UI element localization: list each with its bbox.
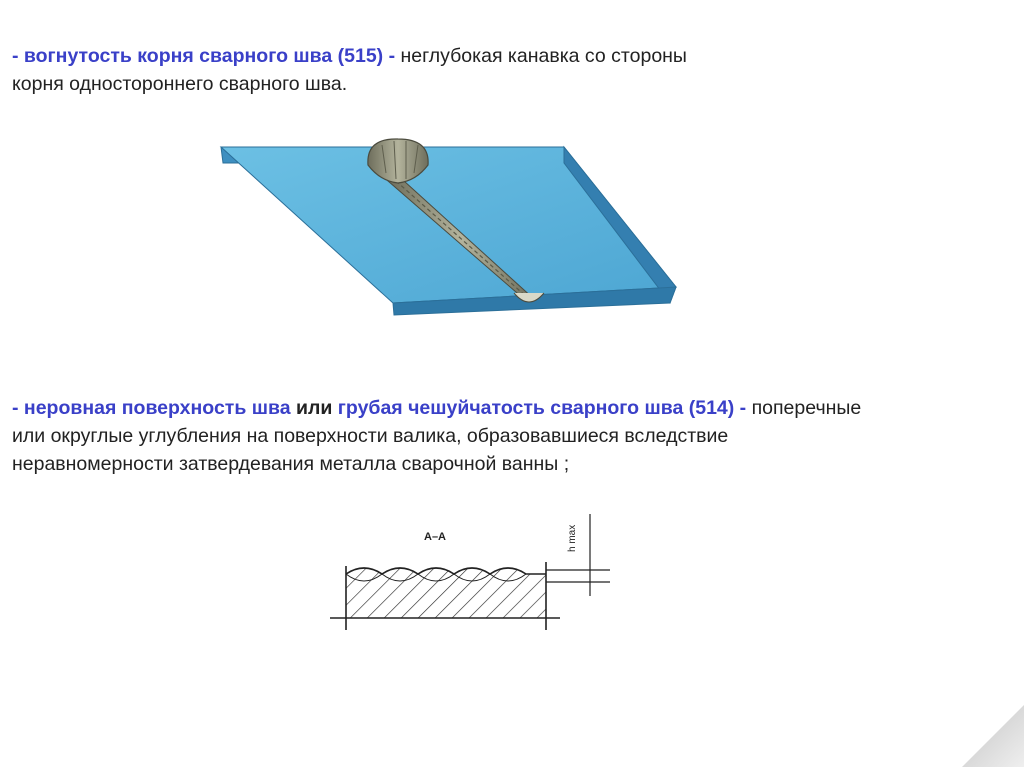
definition-uneven-surface-line3: неравномерности затвердевания металла сварочной ванны ; (12, 453, 570, 475)
definition-uneven-surface-line1: поперечные (746, 397, 862, 419)
definition-root-concavity-line1: неглубокая канавка со стороны (395, 45, 687, 67)
section-label: А–А (424, 531, 447, 543)
term-connector: или (290, 397, 338, 419)
weld-section-drawing (320, 512, 616, 634)
paragraph-root-concavity (12, 42, 1002, 98)
definition-root-concavity-line2: корня одностороннего сварного шва. (12, 73, 348, 95)
term-root-concavity: - вогнутость корня сварного шва (515) - (12, 45, 396, 67)
dimension-label: h max (567, 524, 578, 552)
term-uneven-surface: - неровная поверхность шва (12, 397, 291, 419)
paragraph-uneven-surface (12, 394, 1002, 478)
weld-root-concavity-illustration (218, 133, 678, 329)
term-coarse-ripples: грубая чешуйчатость сварного шва (514) - (337, 397, 747, 419)
definition-uneven-surface-line2: или округлые углубления на поверхности валика, образовавшиеся вследствие (12, 425, 729, 447)
